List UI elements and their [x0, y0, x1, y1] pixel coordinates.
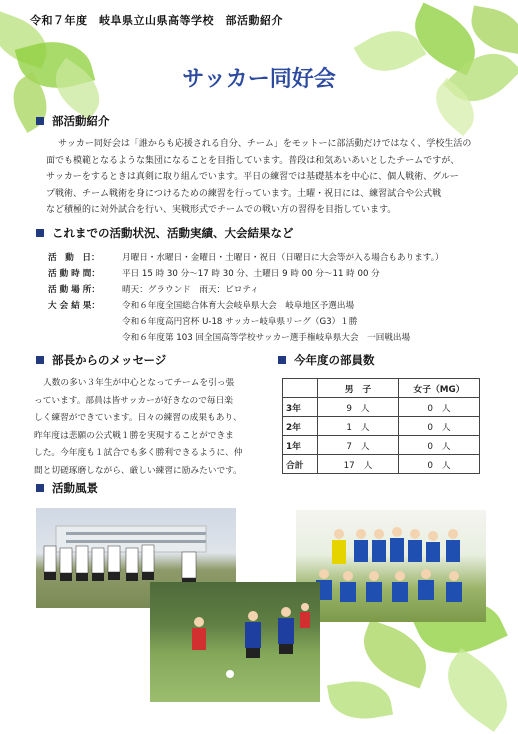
- boys-cell: [318, 436, 399, 455]
- message-line: 人数の多い３年生が中心となってチームを引っ張: [43, 378, 235, 388]
- grade-cell: 1年: [283, 436, 318, 455]
- scenes-heading-text: 活動風景: [52, 481, 98, 495]
- unit-label: 人: [441, 403, 451, 414]
- boys-count: 17: [343, 460, 355, 471]
- grade-cell: 3年: [283, 398, 318, 417]
- girls-cell: [399, 455, 480, 474]
- column-header-girls: 女子（MG）: [399, 379, 480, 398]
- activity-value: 月曜日・水曜日・金曜日・土曜日・祝日（日曜日に大会等が入る場合もあります。）: [122, 253, 444, 263]
- intro-line: プ戦術、チーム戦術を身につけるための練習を行っています。土曜・祝日には、練習試合や公式戦: [46, 188, 442, 199]
- grade-cell: 合計: [283, 455, 318, 474]
- table-header-row: [283, 379, 480, 398]
- unit-label: 人: [360, 441, 370, 452]
- table-row: [283, 436, 480, 455]
- school-header: 令和７年度 岐阜県立山県高等学校 部活動紹介: [30, 14, 283, 27]
- bullet-square-icon: [36, 229, 44, 237]
- girls-count: 0: [427, 460, 433, 471]
- girls-cell: [399, 398, 480, 417]
- photo-team-group: [296, 510, 486, 622]
- boys-count: 9: [346, 403, 352, 414]
- message-line: した。今年度も１試合でも多く勝利できるように、仲: [34, 448, 243, 458]
- bullet-square-icon: [36, 484, 44, 492]
- photo-match-action-illustration: [150, 582, 320, 702]
- message-heading-text: 部長からのメッセージ: [52, 353, 167, 367]
- section-heading-intro: [36, 113, 110, 129]
- boys-count: 7: [346, 441, 352, 452]
- boys-cell: [318, 455, 399, 474]
- section-heading-message: [36, 352, 166, 368]
- intro-line: など積極的に対外試合を行い、実戦形式でチームでの戦い方の習得を目指しています。: [46, 205, 397, 215]
- intro-heading-text: 部活動紹介: [52, 114, 110, 128]
- message-line: 間と切磋琢磨しながら、厳しい練習に励みたいです。: [34, 465, 242, 476]
- activity-value: 令和６年度全国総合体育大会岐阜県大会 岐阜地区予選出場: [122, 301, 355, 311]
- section-heading-members: [278, 352, 375, 368]
- activity-value: 晴天：グラウンド 雨天：ピロティ: [122, 285, 259, 295]
- unit-label: 人: [441, 422, 451, 433]
- unit-label: 人: [363, 460, 373, 471]
- intro-line: 面でも模範となるような集団になることを目指しています。普段は和気あいあいとしたチームですが、: [46, 155, 460, 166]
- section-heading-scenes: [36, 480, 98, 496]
- bullet-square-icon: [36, 356, 44, 364]
- bullet-square-icon: [278, 356, 286, 364]
- table-row: [283, 398, 480, 417]
- section-heading-activities: [36, 225, 294, 241]
- activity-row-days: [48, 251, 444, 263]
- girls-cell: [399, 436, 480, 455]
- message-paragraph: [34, 375, 256, 480]
- activity-row-results: [48, 299, 354, 311]
- table-row: [283, 455, 480, 474]
- message-line: っています。部員は皆サッカーが好きなので毎日楽: [34, 395, 233, 406]
- boys-cell: [318, 417, 399, 436]
- grade-cell: 2年: [283, 417, 318, 436]
- activity-label: 活 動 日：: [48, 253, 100, 263]
- unit-label: 人: [360, 403, 370, 414]
- girls-cell: [399, 417, 480, 436]
- activity-row-time: [48, 267, 380, 279]
- unit-label: 人: [441, 460, 451, 471]
- result-line: 令和６年度高円宮杯 U-18 サッカー岐阜県リーグ（G3）１勝: [122, 317, 358, 327]
- photo-team-group-illustration: [296, 510, 486, 622]
- activity-label: 活 動 時 間：: [48, 269, 100, 279]
- members-table: [282, 378, 480, 474]
- message-line: 昨年度は悲願の公式戦１勝を実現することができま: [34, 430, 234, 441]
- activity-row-place: [48, 283, 259, 295]
- boys-cell: [318, 398, 399, 417]
- girls-count: 0: [427, 403, 433, 414]
- activities-heading-text: これまでの活動状況、活動実績、大会結果など: [52, 226, 294, 240]
- members-heading-text: 今年度の部員数: [294, 353, 375, 367]
- page-title: サッカー同好会: [182, 66, 336, 92]
- activity-label: 活 動 場 所：: [48, 285, 100, 295]
- message-line: しく練習ができています。日々の練習の成果もあり、: [34, 413, 242, 423]
- girls-count: 0: [427, 422, 433, 433]
- boys-count: 1: [346, 422, 352, 433]
- photo-match-action: [150, 582, 320, 702]
- column-header-boys: 男 子: [318, 379, 399, 398]
- intro-line: サッカー同好会は「誰からも応援される自分、チーム」をモットーに部活動だけではなく、学校生活の: [58, 139, 472, 149]
- table-corner-cell: [283, 379, 318, 398]
- bullet-square-icon: [36, 117, 44, 125]
- activity-value: 平日 15 時 30 分～17 時 30 分、土曜日 9 時 00 分～11 時 00 分: [122, 269, 380, 279]
- table-row: [283, 417, 480, 436]
- intro-line: サッカーをするときは真剣に取り組んでいます。平日の練習では基礎基本を中心に、個人戦術、グルー: [46, 172, 459, 182]
- girls-count: 0: [427, 441, 433, 452]
- intro-paragraph: [46, 136, 501, 219]
- unit-label: 人: [441, 441, 451, 452]
- result-line: 令和６年度第 103 回全国高等学校サッカー選手権岐阜県大会 一回戦出場: [122, 333, 411, 343]
- activity-label: 大 会 結 果：: [48, 301, 100, 311]
- unit-label: 人: [360, 422, 370, 433]
